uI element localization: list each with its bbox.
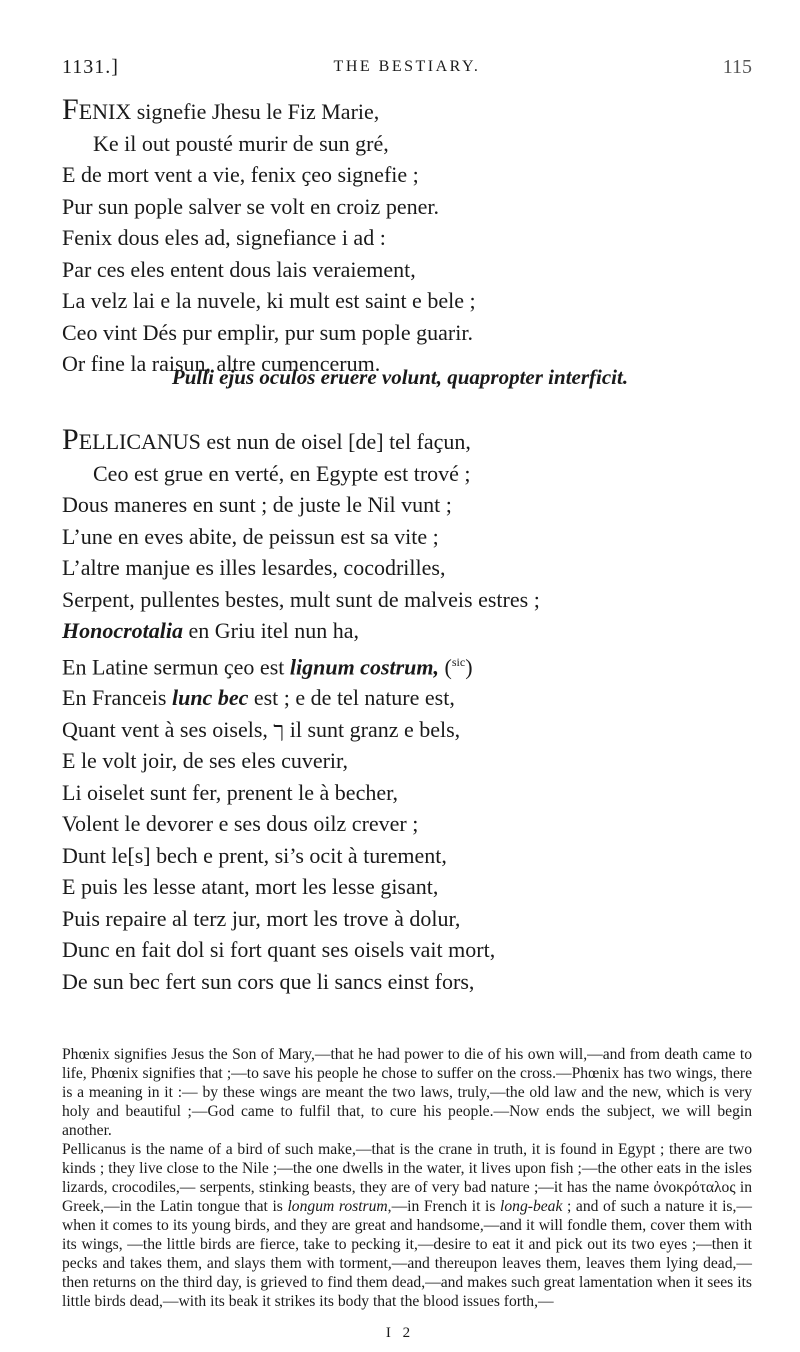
header-page-number: 115: [722, 56, 752, 78]
verse-line: Serpent, pullentes bestes, mult sunt de malveis estres ;: [62, 586, 540, 612]
verse-line: En Latine sermun ҫeo est lignum costrum, ($^{sic}$): [62, 653, 473, 679]
verse-line: Honocrotalia en Griu itel nun ha,: [62, 618, 359, 643]
verse-line: L’altre manjue es illes lesardes, cocodrilles,: [62, 555, 446, 580]
verse-line: FENIX signefie Jhesu le Fiz Marie,: [62, 93, 380, 126]
signature-mark: I 2: [385, 1325, 415, 1341]
translation-paragraph: Phœnix signifies Jesus the Son of Mary,—that he had power to die of his own will,—and from death came to life, Phœnix signifies that ;—to save his people he chose to suffer on the cross.—Phœnix has two wings, there is a meaning in it :— by these wings are meant the two laws, truly,—the old law and the new, which is very holy and beautiful ;—God came to fulfil that, to cure his people.—Now ends the subject, we will begin another.: [62, 1046, 752, 1139]
verse-line: Puis repaire al terz jur, mort les trove à dolur,: [62, 905, 461, 931]
drop-cap: F: [62, 93, 79, 126]
header-title: THE BESTIARY.: [333, 58, 481, 75]
verse-line: PELLICANUS est nun de oisel [de] tel faҫun,: [62, 423, 471, 456]
verse-line: Quant vent à ses oisels, ך il sunt granz e bels,: [62, 716, 461, 742]
running-header: [62, 56, 752, 80]
verse-line: Dunc en fait dol si fort quant ses oisels vait mort,: [62, 937, 496, 963]
verse-line: En Franceis lunc bec est ; e de tel nature est,: [62, 685, 455, 711]
verse-line: Fenix dous eles ad, signefiance i ad :: [62, 225, 386, 250]
verse-line: E de mort vent a vie, fenix ҫeo signefie ;: [62, 162, 419, 187]
greek-word: ὀνοκρόταλος: [653, 1179, 736, 1196]
pelican-verse: [62, 423, 762, 997]
phoenix-verse: [62, 93, 762, 380]
verse-line: Ke il out pousté murir de sun gré,: [93, 130, 389, 156]
english-translation: [62, 1045, 752, 1311]
verse-line: E puis les lesse atant, mort les lesse gisant,: [62, 874, 439, 900]
drop-cap: P: [62, 423, 79, 456]
header-year: 1131.]: [62, 56, 119, 78]
verse-line: Li oiselet sunt fer, prenent le à becher,: [62, 779, 399, 805]
verse-line: Volent le devorer e ses dous oilz crever ;: [62, 811, 419, 837]
verse-line: Ceo est grue en verté, en Egypte est trové ;: [93, 460, 471, 486]
verse-line: Dous maneres en sunt ; de juste le Nil vunt ;: [62, 492, 452, 517]
verse-line: Pur sun pople salver se volt en croiz pener.: [62, 193, 439, 219]
verse-line: La velz lai e la nuvele, ki mult est saint e bele ;: [62, 288, 476, 313]
verse-line: Ceo vint Dés pur emplir, pur sum pople guarir.: [62, 319, 473, 345]
verse-line: E le volt joir, de ses eles cuverir,: [62, 748, 348, 774]
translation-paragraph: Pellicanus is the name of a bird of such make,—that is the crane in truth, it is found in Egypt ; there are two kinds ; they live close to the Nile ;—the one dwells in the water, it lives upon fish ;—the other eats in the isles lizards, crocodiles,— serpents, stinking beasts, they are of very bad nature ;—it has the name ὀνοκρόταλος in Greek,—in the Latin tongue that is longum rostrum,—in French it is long-beak ; and of such a nature it is,—when it comes to its young birds, and they are great and handsome,—and it will fondle them, cover them with its wings, —the little birds are fierce, take to pecking it,—desire to eat it and pick out its two eyes ;—then it pecks and takes them, and slays them with torment,—and thereupon leaves them, leaves them lying dead,—then returns on the third day, is grieved to find them dead,—and makes such great lamentation when it sees its little birds dead,—with its beak it strikes its body that the blood issues forth,—: [62, 1141, 753, 1310]
verse-line: Dunt le[s] bech e prent, si’s ocit à turement,: [62, 842, 447, 868]
section-heading: Pulli ejus oculos eruere volunt, quapropter interficit.: [171, 365, 629, 389]
verse-line: Or fine la raisun, altre cumencerum.: [62, 351, 381, 376]
verse-line: Par ces eles entent dous lais veraiement,: [62, 256, 416, 282]
verse-line: De sun bec fert sun cors que li sancs einst fors,: [62, 968, 475, 994]
verse-line: L’une en eves abite, de peissun est sa vite ;: [62, 523, 439, 549]
